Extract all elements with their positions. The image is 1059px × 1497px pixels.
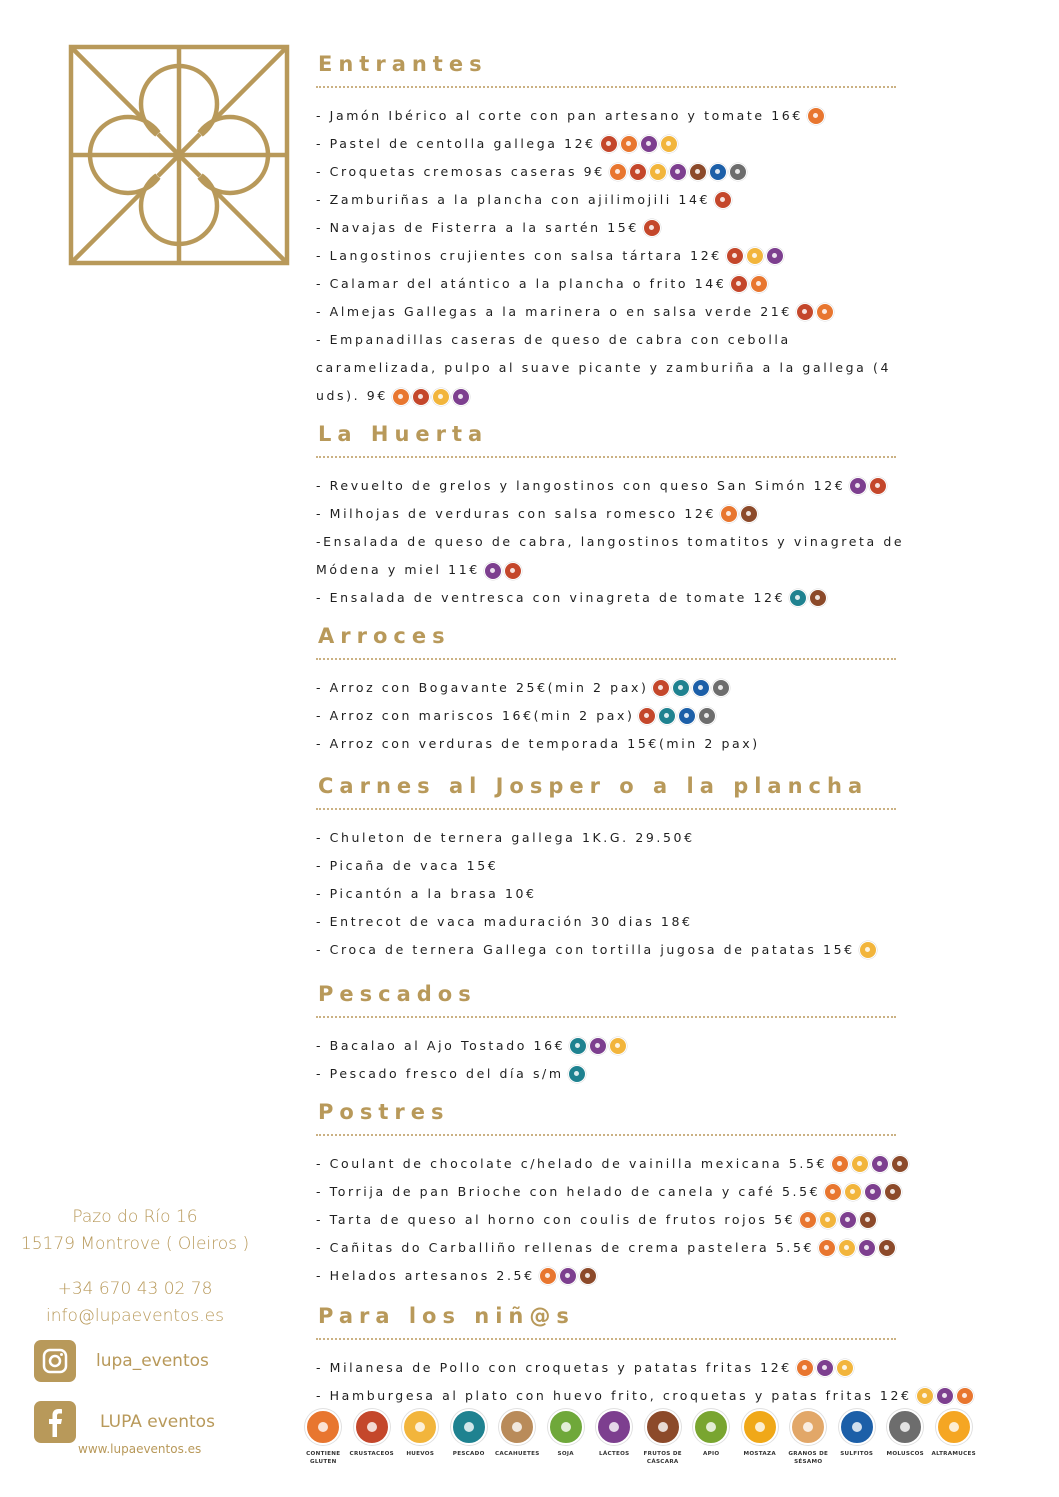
crustaceos-allergen-icon	[730, 275, 748, 293]
frutos-allergen-icon	[859, 1211, 877, 1229]
menu-item	[316, 472, 906, 500]
pescado-allergen-icon	[568, 1065, 586, 1083]
huevos-allergen-icon	[819, 1211, 837, 1229]
allergen-icons	[730, 275, 768, 293]
menu-item	[316, 242, 906, 270]
legend-item	[590, 1409, 639, 1466]
legend-item	[348, 1409, 397, 1466]
frutos-allergen-icon	[645, 1409, 681, 1445]
legend-item	[784, 1409, 833, 1466]
menu-item	[316, 1262, 906, 1290]
moluscos-allergen-icon	[729, 163, 747, 181]
legend-label: CRUSTACEOS	[349, 1451, 394, 1457]
huevos-allergen-icon	[836, 1359, 854, 1377]
huevos-allergen-icon	[746, 247, 764, 265]
allergen-icons	[807, 107, 825, 125]
menu-item-text: - Chuleton de ternera gallega 1K.G. 29.50€	[316, 830, 695, 845]
allergen-icons	[799, 1211, 877, 1229]
menu-item-text: - Cañitas do Carballiño rellenas de crema pastelera 5.5€	[316, 1240, 815, 1255]
lacteos-allergen-icon	[559, 1267, 577, 1285]
gluten-allergen-icon	[720, 505, 738, 523]
website-link[interactable]: www.lupaeventos.es	[78, 1442, 202, 1456]
gluten-allergen-icon	[799, 1211, 817, 1229]
allergen-icons	[796, 303, 834, 321]
pescado-allergen-icon	[789, 589, 807, 607]
gluten-allergen-icon	[609, 163, 627, 181]
legend-item	[542, 1409, 591, 1466]
facebook-icon	[34, 1401, 76, 1443]
legend-label: LÁCTEOS	[598, 1451, 630, 1457]
legend-label: MOSTAZA	[743, 1451, 777, 1457]
frutos-allergen-icon	[891, 1155, 909, 1173]
menu-item-text: -Ensalada de queso de cabra, langostinos tomatitos y vinagreta de Módena y miel 11€	[316, 534, 905, 577]
menu-item-text: - Pastel de centolla gallega 12€	[316, 136, 596, 151]
allergen-icons	[539, 1267, 597, 1285]
legend-item	[299, 1409, 348, 1466]
menu-item	[316, 936, 906, 964]
menu-item-text: - Langostinos crujientes con salsa tártara 12€	[316, 248, 722, 263]
menu-item-text: - Arroz con Bogavante 25€(min 2 pax)	[316, 680, 649, 695]
dotted-divider	[316, 808, 896, 810]
menu-section	[316, 978, 906, 1088]
moluscos-allergen-icon	[698, 707, 716, 725]
allergen-icons	[789, 589, 827, 607]
allergen-icons	[638, 707, 716, 725]
sulfitos-allergen-icon	[678, 707, 696, 725]
section-title: Entrantes	[318, 52, 488, 76]
instagram-handle: lupa_eventos	[96, 1351, 209, 1371]
allergen-icons	[484, 562, 522, 580]
lacteos-allergen-icon	[766, 247, 784, 265]
crustaceos-allergen-icon	[629, 163, 647, 181]
menu-item-text: - Hamburgesa al plato con huevo frito, croquetas y patas fritas 12€	[316, 1388, 912, 1403]
menu-item	[316, 852, 906, 880]
menu-section	[316, 1096, 906, 1290]
menu-item	[316, 102, 906, 130]
dotted-divider	[316, 1338, 896, 1340]
huevos-allergen-icon	[402, 1409, 438, 1445]
menu-item	[316, 1150, 906, 1178]
legend-item	[930, 1409, 979, 1466]
section-title: Carnes al Josper o a la plancha	[318, 774, 869, 798]
huevos-allergen-icon	[838, 1239, 856, 1257]
legend-item	[396, 1409, 445, 1466]
menu-items	[316, 472, 906, 612]
menu-item-text: - Jamón Ibérico al corte con pan artesano y tomate 16€	[316, 108, 803, 123]
lacteos-allergen-icon	[839, 1211, 857, 1229]
address-line-2: 15179 Montrove ( Oleiros )	[20, 1234, 250, 1254]
legend-item	[736, 1409, 785, 1466]
menu-item-text: - Arroz con mariscos 16€(min 2 pax)	[316, 708, 635, 723]
menu-section	[316, 1300, 912, 1410]
dotted-divider	[316, 456, 896, 458]
menu-item-text: - Milanesa de Pollo con croquetas y patatas fritas 12€	[316, 1360, 792, 1375]
moluscos-allergen-icon	[887, 1409, 923, 1445]
allergen-icons	[859, 941, 877, 959]
phone-number[interactable]: +34 670 43 02 78	[57, 1279, 213, 1299]
allergen-icons	[609, 163, 747, 181]
lacteos-allergen-icon	[484, 562, 502, 580]
menu-item	[316, 1382, 912, 1410]
menu-item	[316, 1234, 906, 1262]
allergen-icons	[652, 679, 730, 697]
menu-item-text: - Bacalao al Ajo Tostado 16€	[316, 1038, 566, 1053]
legend-label: FRUTOS DE CÁSCARA	[643, 1451, 682, 1465]
menu-item	[316, 674, 906, 702]
allergen-icons	[831, 1155, 909, 1173]
menu-item	[316, 824, 906, 852]
allergen-icons	[824, 1183, 902, 1201]
crustaceos-allergen-icon	[354, 1409, 390, 1445]
section-title: Para los niñ@s	[318, 1304, 575, 1328]
legend-label: PESCADO	[452, 1451, 485, 1457]
menu-item-text: - Croquetas cremosas caseras 9€	[316, 164, 605, 179]
huevos-allergen-icon	[609, 1037, 627, 1055]
menu-item	[316, 326, 916, 410]
huevos-allergen-icon	[844, 1183, 862, 1201]
menu-item-text: - Picaña de vaca 15€	[316, 858, 499, 873]
crustaceos-allergen-icon	[504, 562, 522, 580]
gluten-allergen-icon	[831, 1155, 849, 1173]
menu-item	[316, 130, 906, 158]
altramuces-allergen-icon	[936, 1409, 972, 1445]
allergen-icons	[569, 1037, 627, 1055]
allergen-icons	[720, 505, 758, 523]
huevos-allergen-icon	[851, 1155, 869, 1173]
crustaceos-allergen-icon	[726, 247, 744, 265]
address-line-1: Pazo do Río 16	[72, 1207, 198, 1227]
menu-item	[316, 214, 906, 242]
allergen-icons	[600, 135, 678, 153]
menu-item	[316, 1178, 906, 1206]
frutos-allergen-icon	[878, 1239, 896, 1257]
menu-items	[316, 1032, 906, 1088]
menu-items	[316, 674, 906, 758]
gluten-allergen-icon	[807, 107, 825, 125]
menu-item-text: - Coulant de chocolate c/helado de vainilla mexicana 5.5€	[316, 1156, 828, 1171]
menu-section	[316, 770, 906, 964]
section-title: La Huerta	[318, 422, 489, 446]
lupa-logo	[68, 44, 290, 266]
gluten-allergen-icon	[796, 1359, 814, 1377]
legend-label: GRANOS DE SÉSAMO	[788, 1451, 829, 1465]
legend-label: CONTIENE GLUTEN	[306, 1451, 341, 1465]
legend-item	[445, 1409, 494, 1466]
crustaceos-allergen-icon	[796, 303, 814, 321]
lacteos-allergen-icon	[864, 1183, 882, 1201]
menu-item	[316, 1354, 906, 1382]
gluten-allergen-icon	[956, 1387, 974, 1405]
gluten-allergen-icon	[816, 303, 834, 321]
lacteos-allergen-icon	[816, 1359, 834, 1377]
legend-label: ALTRAMUCES	[931, 1451, 976, 1457]
moluscos-allergen-icon	[712, 679, 730, 697]
menu-item	[316, 880, 906, 908]
gluten-allergen-icon	[620, 135, 638, 153]
legend-item	[639, 1409, 688, 1466]
gluten-allergen-icon	[305, 1409, 341, 1445]
menu-item	[316, 702, 906, 730]
menu	[316, 48, 912, 1410]
legend-item	[833, 1409, 882, 1466]
menu-item-text: - Pescado fresco del día s/m	[316, 1066, 564, 1081]
menu-item-text: - Helados artesanos 2.5€	[316, 1268, 535, 1283]
lacteos-allergen-icon	[452, 388, 470, 406]
allergen-icons	[392, 388, 470, 406]
huevos-allergen-icon	[649, 163, 667, 181]
menu-item-text: - Arroz con verduras de temporada 15€(min 2 pax)	[316, 736, 760, 751]
menu-item-text: - Empanadillas caseras de queso de cabra con cebolla caramelizada, pulpo al suave picante y zamburiña a la gallega (4 uds). 9€	[316, 332, 892, 403]
dotted-divider	[316, 1016, 896, 1018]
huevos-allergen-icon	[432, 388, 450, 406]
crustaceos-allergen-icon	[652, 679, 670, 697]
pescado-allergen-icon	[451, 1409, 487, 1445]
sulfitos-allergen-icon	[692, 679, 710, 697]
lacteos-allergen-icon	[640, 135, 658, 153]
dotted-divider	[316, 658, 896, 660]
menu-item-text: - Croca de ternera Gallega con tortilla jugosa de patatas 15€	[316, 942, 855, 957]
menu-item	[316, 908, 906, 936]
mostaza-allergen-icon	[742, 1409, 778, 1445]
lacteos-allergen-icon	[936, 1387, 954, 1405]
apio-allergen-icon	[693, 1409, 729, 1445]
gluten-allergen-icon	[539, 1267, 557, 1285]
menu-item-text: - Calamar del atántico a la plancha o frito 14€	[316, 276, 727, 291]
menu-items	[316, 102, 906, 410]
menu-item	[316, 730, 906, 758]
menu-item-text: - Entrecot de vaca maduración 30 dias 18€	[316, 914, 693, 929]
instagram-icon	[34, 1340, 76, 1382]
allergen-icons	[916, 1387, 974, 1405]
menu-section	[316, 48, 906, 410]
menu-item-text: - Torrija de pan Brioche con helado de canela y café 5.5€	[316, 1184, 821, 1199]
pescado-allergen-icon	[658, 707, 676, 725]
instagram-link[interactable]	[34, 1340, 209, 1382]
menu-item	[316, 186, 906, 214]
allergen-icons	[796, 1359, 854, 1377]
frutos-allergen-icon	[809, 589, 827, 607]
menu-item-text: - Almejas Gallegas a la marinera o en salsa verde 21€	[316, 304, 792, 319]
allergen-icons	[643, 219, 661, 237]
sesamo-allergen-icon	[790, 1409, 826, 1445]
pescado-allergen-icon	[569, 1037, 587, 1055]
lacteos-allergen-icon	[596, 1409, 632, 1445]
menu-item	[316, 1206, 906, 1234]
soja-allergen-icon	[548, 1409, 584, 1445]
gluten-allergen-icon	[818, 1239, 836, 1257]
dotted-divider	[316, 1134, 896, 1136]
cacahuetes-allergen-icon	[499, 1409, 535, 1445]
menu-item	[316, 500, 906, 528]
section-title: Arroces	[318, 624, 451, 648]
email-address[interactable]: info@lupaeventos.es	[46, 1306, 224, 1326]
facebook-link[interactable]	[34, 1401, 215, 1443]
frutos-allergen-icon	[579, 1267, 597, 1285]
lacteos-allergen-icon	[858, 1239, 876, 1257]
huevos-allergen-icon	[660, 135, 678, 153]
sulfitos-allergen-icon	[839, 1409, 875, 1445]
menu-items	[316, 1354, 912, 1410]
crustaceos-allergen-icon	[869, 477, 887, 495]
contact-info	[20, 1204, 250, 1330]
menu-item-text: - Tarta de queso al horno con coulis de frutos rojos 5€	[316, 1212, 796, 1227]
menu-section	[316, 418, 906, 612]
menu-section	[316, 620, 906, 758]
frutos-allergen-icon	[884, 1183, 902, 1201]
lacteos-allergen-icon	[669, 163, 687, 181]
crustaceos-allergen-icon	[643, 219, 661, 237]
legend-label: SULFITOS	[840, 1451, 874, 1457]
gluten-allergen-icon	[392, 388, 410, 406]
legend-item	[493, 1409, 542, 1466]
menu-item-text: - Navajas de Fisterra a la sartén 15€	[316, 220, 639, 235]
allergen-legend	[299, 1409, 978, 1466]
crustaceos-allergen-icon	[714, 191, 732, 209]
huevos-allergen-icon	[859, 941, 877, 959]
menu-item	[316, 298, 906, 326]
menu-item-text: - Ensalada de ventresca con vinagreta de tomate 12€	[316, 590, 786, 605]
sulfitos-allergen-icon	[709, 163, 727, 181]
allergen-icons	[818, 1239, 896, 1257]
menu-item-text: - Revuelto de grelos y langostinos con queso San Simón 12€	[316, 478, 846, 493]
menu-items	[316, 1150, 906, 1290]
allergen-icons	[568, 1065, 586, 1083]
legend-label: SOJA	[557, 1451, 574, 1457]
crustaceos-allergen-icon	[600, 135, 618, 153]
huevos-allergen-icon	[916, 1387, 934, 1405]
menu-item	[316, 1060, 906, 1088]
menu-item	[316, 1032, 906, 1060]
crustaceos-allergen-icon	[412, 388, 430, 406]
facebook-name: LUPA eventos	[100, 1412, 215, 1432]
legend-label: APIO	[703, 1451, 720, 1457]
section-title: Pescados	[318, 982, 477, 1006]
gluten-allergen-icon	[824, 1183, 842, 1201]
menu-item	[316, 158, 906, 186]
menu-item-text: - Zamburiñas a la plancha con ajilimojili 14€	[316, 192, 711, 207]
menu-item-text: - Picantón a la brasa 10€	[316, 886, 537, 901]
section-title: Postres	[318, 1100, 450, 1124]
legend-label: CACAHUETES	[494, 1451, 540, 1457]
legend-label: HUEVOS	[406, 1451, 435, 1457]
menu-items	[316, 824, 906, 964]
frutos-allergen-icon	[740, 505, 758, 523]
legend-item	[881, 1409, 930, 1466]
menu-item	[316, 584, 906, 612]
crustaceos-allergen-icon	[638, 707, 656, 725]
gluten-allergen-icon	[750, 275, 768, 293]
allergen-icons	[849, 477, 887, 495]
lacteos-allergen-icon	[871, 1155, 889, 1173]
lacteos-allergen-icon	[589, 1037, 607, 1055]
menu-item	[316, 270, 906, 298]
pescado-allergen-icon	[672, 679, 690, 697]
allergen-icons	[714, 191, 732, 209]
legend-item	[687, 1409, 736, 1466]
menu-item-text: - Milhojas de verduras con salsa romesco 12€	[316, 506, 717, 521]
lacteos-allergen-icon	[849, 477, 867, 495]
menu-item	[316, 528, 916, 584]
legend-label: MOLUSCOS	[886, 1451, 925, 1457]
allergen-icons	[726, 247, 784, 265]
frutos-allergen-icon	[689, 163, 707, 181]
dotted-divider	[316, 86, 896, 88]
